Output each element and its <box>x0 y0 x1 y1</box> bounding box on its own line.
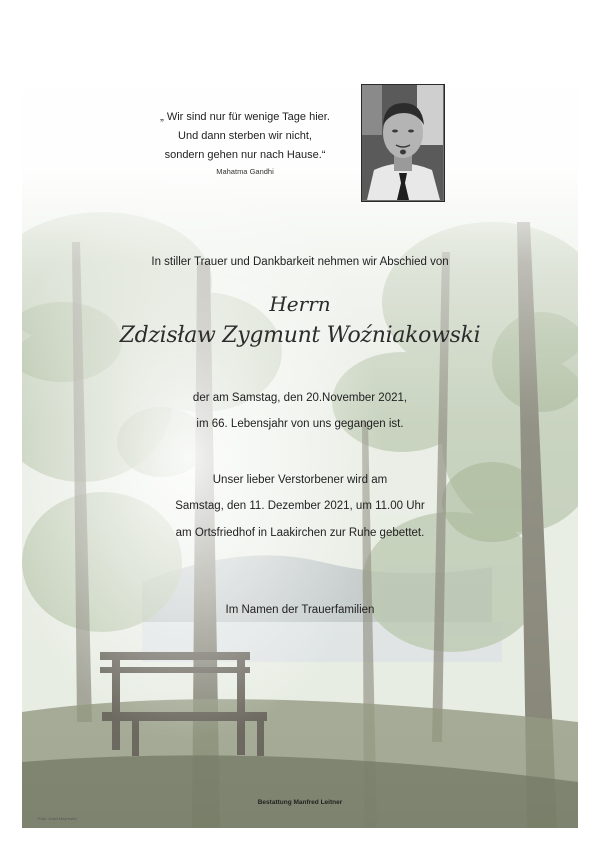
family-signature: Im Namen der Trauerfamilien <box>225 604 375 616</box>
photo-credit: Foto: Josef Mayrhofer <box>38 816 77 821</box>
burial-date-line: Samstag, den 11. Dezember 2021, um 11.00 Uhr <box>175 500 425 512</box>
burial-place-line: am Ortsfriedhof in Laakirchen zur Ruhe gebettet. <box>175 527 425 539</box>
quote-author: Mahatma Gandhi <box>216 167 274 176</box>
undertaker-name: Bestattung Manfred Leitner <box>257 799 343 806</box>
quote-line-2: Und dann sterben wir nicht, <box>178 130 312 142</box>
death-date-line: der am Samstag, den 20.November 2021, <box>192 392 408 404</box>
quote-line-1: „ Wir sind nur für wenige Tage hier. <box>160 111 330 123</box>
salutation: Herrn <box>269 292 331 316</box>
quote-line-3: sondern gehen nur nach Hause.“ <box>164 149 326 161</box>
burial-line-1: Unser lieber Verstorbener wird am <box>212 474 388 486</box>
age-line: im 66. Lebensjahr von uns gegangen ist. <box>196 418 404 430</box>
intro-text: In stiller Trauer und Dankbarkeit nehmen wir Abschied von <box>151 256 449 268</box>
deceased-name: Zdzisław Zygmunt Woźniakowski <box>119 323 481 348</box>
quote-block <box>120 108 370 178</box>
portrait-photo <box>361 84 445 202</box>
